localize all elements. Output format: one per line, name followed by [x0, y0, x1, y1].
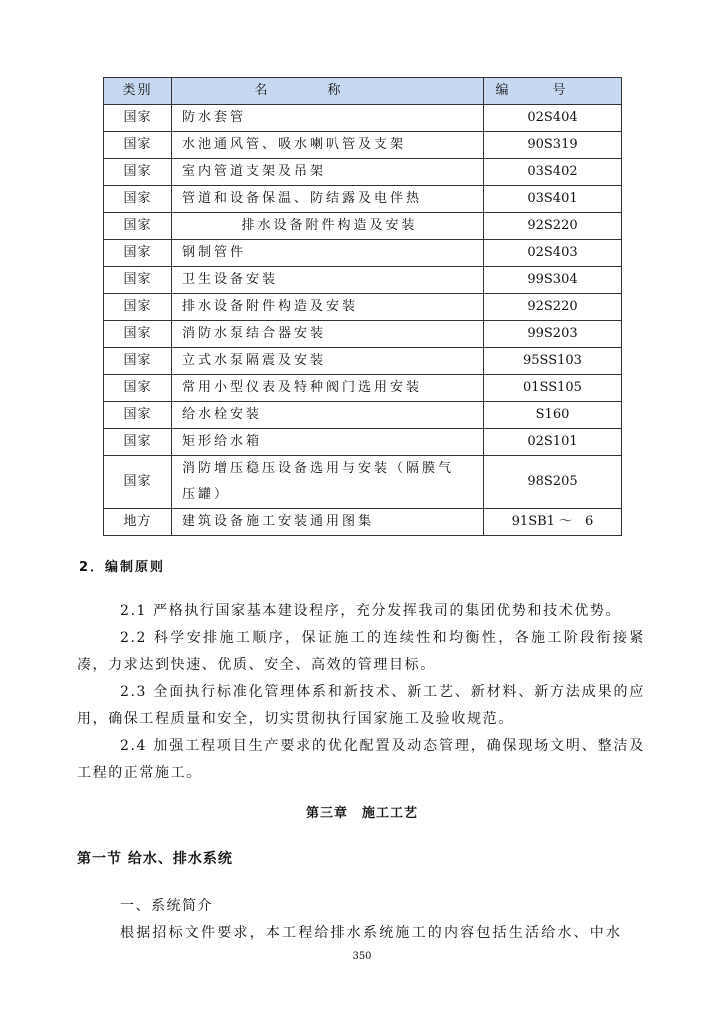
row-category: 国家: [104, 456, 172, 509]
paragraph-2-1: 2.1 严格执行国家基本建设程序，充分发挥我司的集团优势和技术优势。: [120, 603, 622, 619]
table-row: [104, 402, 622, 429]
row-code: 03S402: [484, 159, 622, 186]
table-row: [104, 132, 622, 159]
row-category: 国家: [104, 186, 172, 213]
row-code: 02S101: [484, 429, 622, 456]
page-number: 350: [352, 951, 372, 962]
row-code: 92S220: [484, 294, 622, 321]
row-name: [172, 456, 484, 509]
row-name: 建筑设备施工安装通用图集: [172, 509, 484, 536]
row-name: 钢制管件: [172, 240, 484, 267]
row-name: 室内管道支架及吊架: [172, 159, 484, 186]
paragraph-2-3: 2.3 全面执行标准化管理体系和新技术、新工艺、新材料、新方法成果的应用，确保工程质量和安全，切实贯彻执行国家施工及验收规范。: [77, 684, 645, 727]
row-category: 国家: [104, 132, 172, 159]
intro-text: 根据招标文件要求，本工程给排水系统施工的内容包括生活给水、中水: [120, 925, 623, 941]
table-row: [104, 240, 622, 267]
paragraph-2-4: 2.4 加强工程项目生产要求的优化配置及动态管理，确保现场文明、整洁及工程的正常施工。: [77, 738, 645, 781]
row-name: 矩形给水箱: [172, 429, 484, 456]
table-row: [104, 509, 622, 536]
table-row: [104, 105, 622, 132]
row-code: 02S404: [484, 105, 622, 132]
paragraph-2-2: 2.2 科学安排施工顺序，保证施工的连续性和均衡性，各施工阶段衔接紧凑，力求达到快速、优质、安全、高效的管理目标。: [77, 630, 645, 673]
row-category: 国家: [104, 159, 172, 186]
row-code: 99S203: [484, 321, 622, 348]
row-code: 98S205: [484, 456, 622, 509]
row-code: 99S304: [484, 267, 622, 294]
table-row: [104, 429, 622, 456]
row-name: 管道和设备保温、防结露及电伴热: [172, 186, 484, 213]
row-category: 国家: [104, 105, 172, 132]
row-code: 90S319: [484, 132, 622, 159]
row-name: 消防水泵结合器安装: [172, 321, 484, 348]
row-category: 国家: [104, 375, 172, 402]
table-row: [104, 375, 622, 402]
table-header-row: [104, 78, 622, 105]
row-code: 03S401: [484, 186, 622, 213]
row-category: 国家: [104, 348, 172, 375]
row-category: 国家: [104, 402, 172, 429]
header-code: 编号: [484, 78, 622, 105]
row-name: 防水套管: [172, 105, 484, 132]
row-name: 立式水泵隔震及安装: [172, 348, 484, 375]
row-category: 地方: [104, 509, 172, 536]
table-row: [104, 348, 622, 375]
table-row: [104, 456, 622, 509]
row-category: 国家: [104, 213, 172, 240]
header-name: 名称: [172, 78, 484, 105]
chapter-title: 第三章 施工工艺: [305, 806, 418, 821]
table-row: [104, 294, 622, 321]
row-name-line1: 消防增压稳压设备选用与安装（隔膜气: [182, 461, 455, 476]
row-category: 国家: [104, 321, 172, 348]
table-row: [104, 186, 622, 213]
table-row: [104, 213, 622, 240]
row-code: 02S403: [484, 240, 622, 267]
row-category: 国家: [104, 429, 172, 456]
subsection-title: 一、系统简介: [120, 898, 213, 914]
row-code: S160: [484, 402, 622, 429]
table-row: [104, 321, 622, 348]
row-code: 92S220: [484, 213, 622, 240]
row-category: 国家: [104, 267, 172, 294]
row-code: 95SS103: [484, 348, 622, 375]
row-name-line2: 压罐）: [182, 487, 231, 502]
table-row: [104, 159, 622, 186]
row-name: 水池通风管、吸水喇叭管及支架: [172, 132, 484, 159]
row-name: 排水设备附件构造及安装: [172, 294, 484, 321]
row-name: 给水栓安装: [172, 402, 484, 429]
standards-table: [103, 77, 622, 536]
section-title: 第一节 给水、排水系统: [77, 851, 233, 867]
section-2-title: 2．编制原则: [79, 560, 166, 575]
row-name: 排水设备附件构造及安装: [172, 213, 484, 240]
row-category: 国家: [104, 240, 172, 267]
row-name: 卫生设备安装: [172, 267, 484, 294]
row-code: 01SS105: [484, 375, 622, 402]
header-category: 类别: [104, 78, 172, 105]
row-category: 国家: [104, 294, 172, 321]
row-code: 91SB1 ～ 6: [484, 509, 622, 536]
table-row: [104, 267, 622, 294]
row-name: 常用小型仪表及特种阀门选用安装: [172, 375, 484, 402]
